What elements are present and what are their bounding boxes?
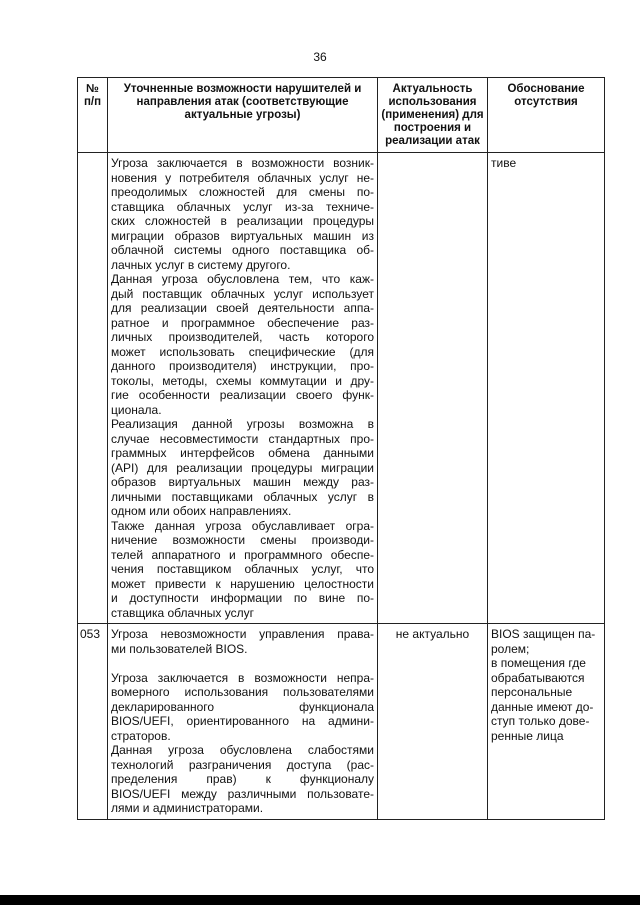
text-line: дый поставщик облачных услуг использует bbox=[111, 286, 374, 301]
row-relevance bbox=[378, 153, 488, 624]
text-line: обрабатываются bbox=[491, 670, 585, 685]
table-header-row bbox=[78, 78, 605, 153]
text-line: лями и администраторами. bbox=[111, 801, 264, 815]
text-line: персональные bbox=[491, 685, 573, 699]
text-line: граммных интерфейсов обмена данными bbox=[111, 446, 374, 460]
text-line: Данная угроза обусловлена тем, что каж- bbox=[111, 272, 374, 286]
text-line: ратное и программное обеспечение раз- bbox=[111, 315, 374, 330]
text-line: может использовать специфические (для bbox=[111, 344, 374, 359]
header-num: № п/п bbox=[78, 78, 108, 153]
text-line: ролем; bbox=[491, 641, 530, 656]
threat-table bbox=[77, 77, 605, 820]
row-num bbox=[78, 153, 108, 624]
scan-edge-bar bbox=[0, 895, 640, 905]
row-description bbox=[108, 624, 378, 820]
text-line: облачной системы одного поставщика об- bbox=[111, 243, 374, 257]
text-line: Данная угроза обусловлена слабостями bbox=[111, 743, 374, 757]
text-line: Угроза заключается в возможности возник- bbox=[111, 156, 374, 170]
text-line: ских сложностей в реализации процедуры bbox=[111, 214, 374, 228]
text-line: BIOS защищен па- bbox=[491, 627, 596, 641]
page-number: 36 bbox=[313, 50, 327, 64]
text-line: пределения прав) к функционалу bbox=[111, 772, 374, 786]
text-line: в помещения где bbox=[491, 656, 586, 670]
text-line: BIOS/UEFI между различными пользовате- bbox=[111, 786, 374, 801]
text-line: тиве bbox=[491, 156, 517, 170]
text-line: телей аппаратного и программного обеспе- bbox=[111, 547, 374, 562]
row-description bbox=[108, 153, 378, 624]
text-line: ренные лица bbox=[491, 728, 564, 743]
text-line: технологий разграничения доступа (рас- bbox=[111, 757, 374, 772]
text-line: случае несовместимости стандартных про- bbox=[111, 431, 374, 446]
row-justification bbox=[488, 624, 605, 820]
blank-line bbox=[111, 656, 374, 671]
text-line: лачных услуг в систему другого. bbox=[111, 257, 291, 272]
text-line: Реализация данной угрозы возможна в bbox=[111, 417, 374, 431]
text-line: гие особенности реализации своего функ- bbox=[111, 388, 374, 402]
text-line: новения у потребителя облачных услуг не- bbox=[111, 170, 374, 185]
text-line: токолы, методы, схемы коммутации и дру- bbox=[111, 373, 374, 388]
text-line: миграции образов виртуальных машин из bbox=[111, 228, 374, 243]
text-line: ничение возможности смены производи- bbox=[111, 533, 374, 547]
text-line: личными поставщиками облачных услуг в bbox=[111, 489, 374, 504]
text-line: Также данная угроза обуславливает огра- bbox=[111, 518, 374, 533]
table-row bbox=[78, 624, 605, 820]
row-justification bbox=[488, 153, 605, 624]
text-line: BIOS/UEFI, ориентированного на админи- bbox=[111, 714, 374, 728]
text-line: личных производителей, часть которого bbox=[111, 330, 374, 344]
text-line: ми пользователей BIOS. bbox=[111, 641, 248, 656]
text-line: страторов. bbox=[111, 728, 171, 743]
text-line: декларированного функционала bbox=[111, 699, 374, 714]
text-line: данные имеют до- bbox=[491, 699, 594, 714]
text-line: данного производителя) инструкции, про- bbox=[111, 359, 374, 373]
text-line: может привести к нарушению целостности bbox=[111, 576, 374, 591]
text-line: и доступности информации по вине по- bbox=[111, 591, 374, 605]
text-line: (API) для реализации процедуры миграции bbox=[111, 460, 374, 475]
text-line: ставщика облачных услуг из-за техниче- bbox=[111, 199, 374, 214]
header-justification: Обоснование отсутствия bbox=[488, 78, 605, 153]
row-num: 053 bbox=[78, 624, 108, 820]
text-line: ционала. bbox=[111, 402, 162, 417]
text-line: одном или обоих направлениях. bbox=[111, 504, 292, 518]
text-line: Угроза невозможности управления права- bbox=[111, 627, 374, 641]
text-line: Угроза заключается в возможности непра- bbox=[111, 670, 374, 685]
text-line: ступ только дове- bbox=[491, 714, 590, 728]
text-line: образов виртуальных машин между раз- bbox=[111, 475, 374, 489]
text-line: преодолимых сложностей для смены по- bbox=[111, 185, 374, 199]
header-capabilities: Уточненные возможности нарушителей и направления атак (соответствующие актуальные угрозы) bbox=[108, 78, 378, 153]
text-line: для реализации своей деятельности аппа- bbox=[111, 301, 374, 315]
table-row bbox=[78, 153, 605, 624]
row-relevance: не актуально bbox=[378, 624, 488, 820]
text-line: чения поставщиком облачных услуг, что bbox=[111, 562, 374, 576]
header-relevance: Актуальность использования (применения) для построения и реализации атак bbox=[378, 78, 488, 153]
text-line: вомерного использования пользователями bbox=[111, 685, 374, 699]
text-line: ставщика облачных услуг bbox=[111, 605, 255, 620]
